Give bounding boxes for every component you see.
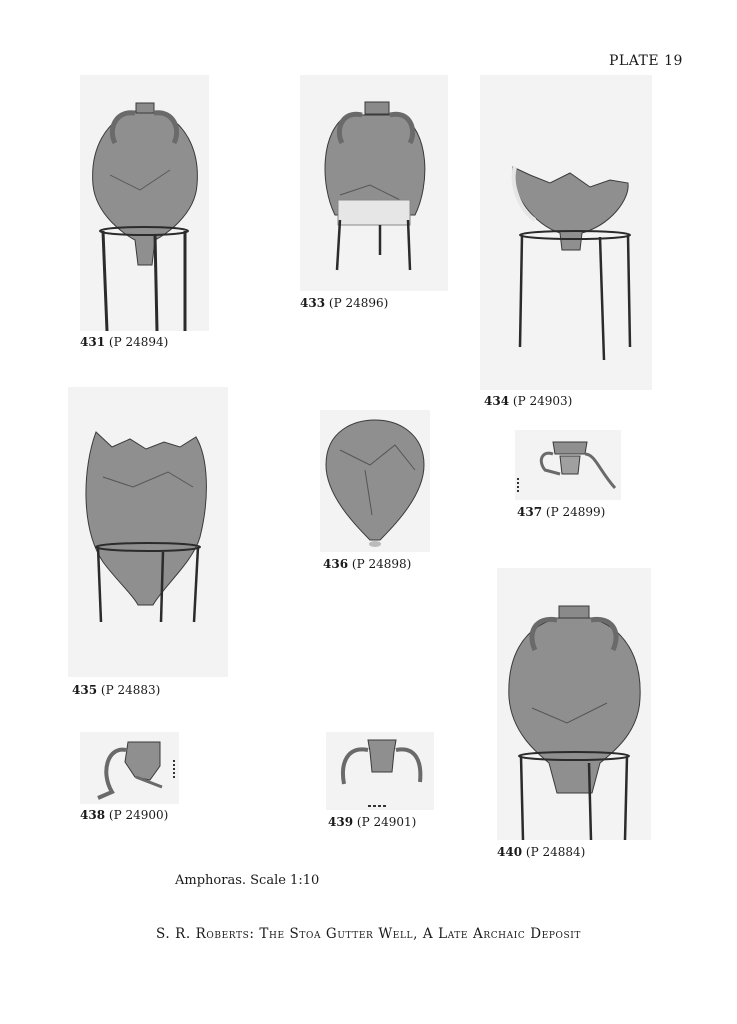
figure-caption-434: 434 (P 24903) [484, 394, 573, 408]
photo-amphora-437 [515, 430, 621, 500]
figure-caption-440: 440 (P 24884) [497, 845, 586, 859]
photo-amphora-431 [80, 75, 209, 331]
plate-caption: Amphoras. Scale 1:10 [175, 873, 320, 888]
figure-caption-437: 437 (P 24899) [517, 505, 606, 519]
figure-caption-438: 438 (P 24900) [80, 808, 169, 822]
photo-amphora-439 [326, 732, 434, 810]
running-footer: S. R. Roberts: The Stoa Gutter Well, A Late Archaic Deposit [155, 926, 582, 942]
figure-caption-436: 436 (P 24898) [323, 557, 412, 571]
figure-caption-439: 439 (P 24901) [328, 815, 417, 829]
photo-amphora-440 [497, 568, 651, 840]
photo-amphora-433 [300, 75, 448, 291]
photo-amphora-434 [480, 75, 652, 390]
plate-number: PLATE 19 [609, 53, 683, 69]
photo-amphora-435 [68, 387, 228, 677]
photo-amphora-436 [320, 410, 430, 552]
figure-caption-435: 435 (P 24883) [72, 683, 161, 697]
figure-caption-431: 431 (P 24894) [80, 335, 169, 349]
photo-amphora-438 [80, 732, 179, 804]
figure-caption-433: 433 (P 24896) [300, 296, 389, 310]
